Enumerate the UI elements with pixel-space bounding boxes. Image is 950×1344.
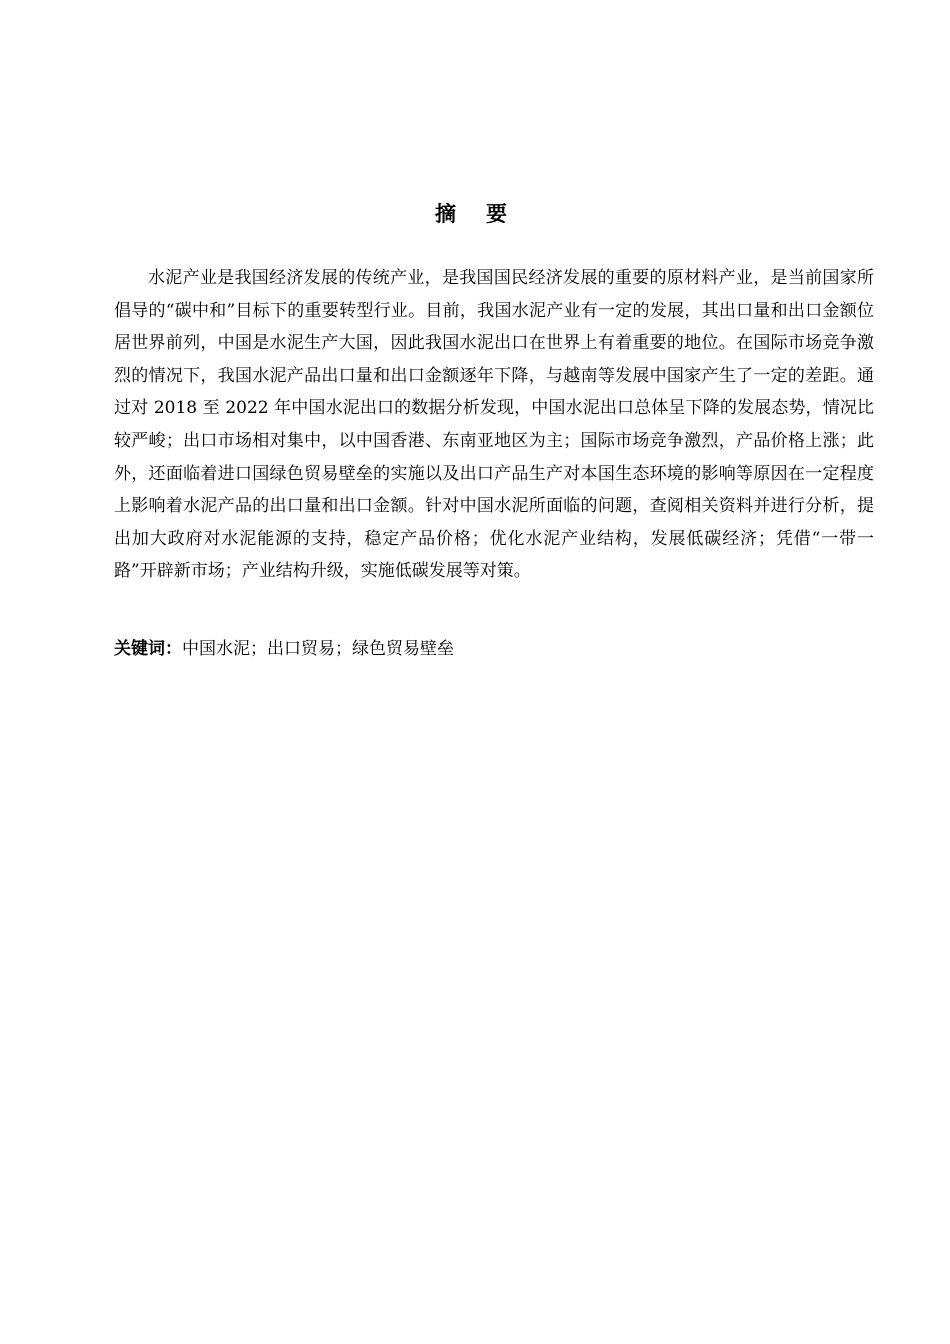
keywords-label: 关键词： (114, 639, 182, 659)
keywords-line (114, 635, 874, 663)
keywords-value: 中国水泥；出口贸易；绿色贸易壁垒 (182, 639, 454, 659)
abstract-body: 水泥产业是我国经济发展的传统产业，是我国国民经济发展的重要的原材料产业，是当前国家所倡导的“碳中和”目标下的重要转型行业。目前，我国水泥产业有一定的发展，其出口量和出口金额位居世界前列，中国是水泥生产大国，因此我国水泥出口在世界上有着重要的地位。在国际市场竞争激烈的情况下，我国水泥产品出口量和出口金额逐年下降，与越南等发展中国家产生了一定的差距。通过对 2018 至 2022 年中国水泥出口的数据分析发现，中国水泥出口总体呈下降的发展态势，情况比较严峻；出口市场相对集中，以中国香港、东南亚地区为主；国际市场竞争激烈，产品价格上涨；此外，还面临着进口国绿色贸易壁垒的实施以及出口产品生产对本国生态环境的影响等原因在一定程度上影响着水泥产品的出口量和出口金额。针对中国水泥所面临的问题，查阅相关资料并进行分析，提出加大政府对水泥能源的支持，稳定产品价格；优化水泥产业结构，发展低碳经济；凭借“一带一路”开辟新市场；产业结构升级，实施低碳发展等对策。 (114, 268, 874, 582)
abstract-title: 摘要 (435, 202, 537, 226)
